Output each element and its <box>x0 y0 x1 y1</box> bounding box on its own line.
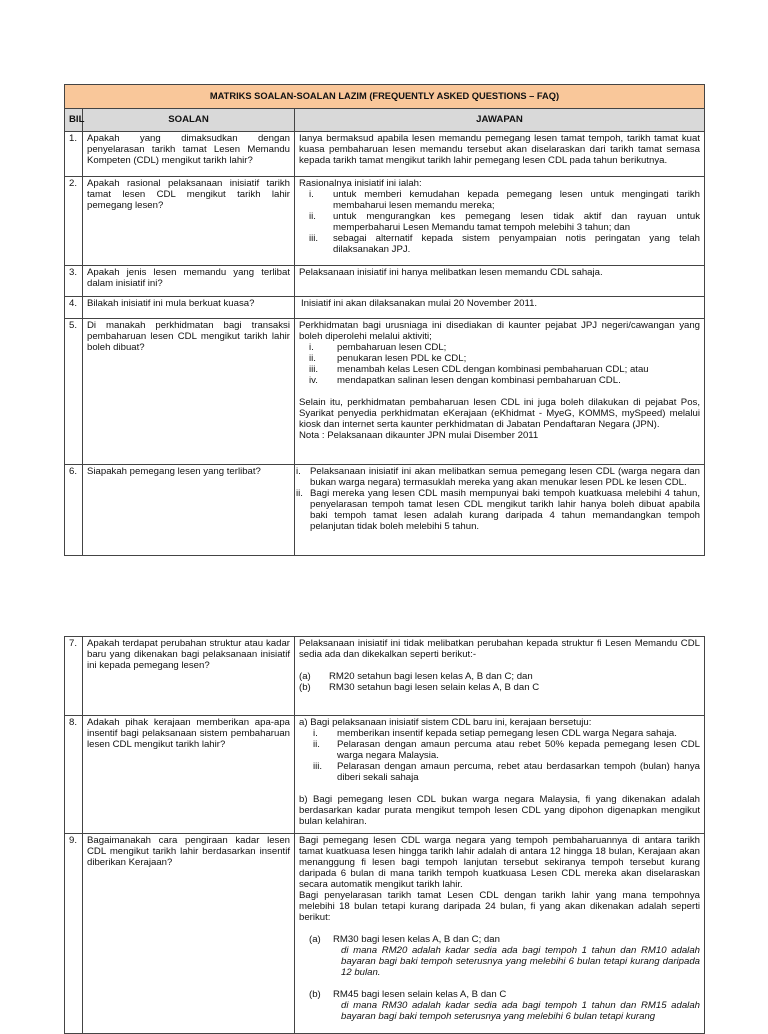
answer-intro: Perkhidmatan bagi urusniaga ini disediakan di kaunter pejabat JPJ negeri/cawangan yang boleh diperolehi melalui aktiviti; <box>299 320 700 342</box>
table-row <box>65 266 705 297</box>
list-item: (a) RM20 setahun bagi lesen kelas A, B dan C; dan <box>299 671 533 682</box>
faq-table-1 <box>64 84 705 556</box>
answer-intro: a) Bagi pelaksanaan inisiatif sistem CDL baru ini, kerajaan bersetuju: <box>299 717 592 728</box>
row-number: 7. <box>65 637 83 716</box>
table-row <box>65 716 705 834</box>
table-title: MATRIKS SOALAN-SOALAN LAZIM (FREQUENTLY ASKED QUESTIONS – FAQ) <box>65 85 705 109</box>
answer-paragraph: Selain itu, perkhidmatan pembaharuan lesen CDL ini juga boleh dilakukan di pejabat Pos, Syarikat penyedia perkhidmatan eKerajaan (eKhidmat - MyeG, KOMMS, mySpeed) melalui kiosk dan internet serta kaunter perkhidmatan di Jabatan Pendaftaran Negara (JPN). <box>299 397 700 430</box>
answer <box>295 465 705 556</box>
row-number: 4. <box>65 297 83 319</box>
table-row <box>65 637 705 716</box>
list-item: ii. Bagi mereka yang lesen CDL masih mempunyai baki tempoh kuatkuasa melebihi 4 tahun, penyelarasan tempoh tamat lesen CDL mengikut tarikh lahir hanya boleh dibuat apabila baki tempoh tamat lesen adalah kurang daripada 4 tahun memandangkan tempoh pelanjutan tidak boleh melebihi 5 tahun. <box>296 488 700 532</box>
answer <box>295 834 705 1034</box>
answer <box>295 177 705 266</box>
answer: Ianya bermaksud apabila lesen memandu pemegang lesen tamat tempoh, tarikh tamat kuat kuasa pembaharuan lesen memandu tersebut akan diselaraskan dari tarikh tamat semasa kepada tarikh tamat mengikut tarikh lahir pemegang lesen CDL pada tahun berikutnya. <box>295 132 705 177</box>
table-row <box>65 177 705 266</box>
list-item: (b) RM45 bagi lesen selain kelas A, B dan C <box>309 989 507 1000</box>
header-bil: BIL <box>65 109 83 132</box>
answer: Pelaksanaan inisiatif ini hanya melibatkan lesen memandu CDL sahaja. <box>295 266 705 297</box>
list-item: i. pembaharuan lesen CDL; <box>309 342 447 353</box>
list-item: i. untuk memberi kemudahan kepada pemegang lesen untuk mengingati tarikh membaharui lesen memandu mereka; <box>309 189 700 211</box>
list-item: i. memberikan insentif kepada setiap pemegang lesen CDL warga Negara sahaja. <box>313 728 677 739</box>
list-item: (b) RM30 setahun bagi lesen selain kelas A, B dan C <box>299 682 540 693</box>
italic-note: di mana RM30 adalah kadar sedia ada bagi tempoh 1 tahun dan RM15 adalah bayaran bagi baki tempoh seterusnya yang melebihi 6 bulan tetapi kurang <box>341 1000 700 1022</box>
answer <box>295 716 705 834</box>
row-number: 1. <box>65 132 83 177</box>
table-row <box>65 132 705 177</box>
italic-note: di mana RM20 adalah kadar sedia ada bagi tempoh 1 tahun dan RM10 adalah bayaran bagi baki tempoh seterusnya yang melebihi 6 bulan tetapi kurang daripada 12 bulan. <box>341 945 700 978</box>
list-item: ii. penukaran lesen PDL ke CDL; <box>309 353 467 364</box>
list-item: iii. Pelarasan dengan amaun percuma, rebet atau berdasarkan tempoh (bulan) hanya diberi sekali sahaja <box>313 761 700 783</box>
answer-intro: Pelaksanaan inisiatif ini tidak melibatkan perubahan kepada struktur fi Lesen Memandu CDL sedia ada dan dikekalkan seperti berikut:- <box>299 638 700 660</box>
table-row <box>65 834 705 1034</box>
question: Apakah jenis lesen memandu yang terlibat dalam inisiatif ini? <box>83 266 295 297</box>
question: Apakah terdapat perubahan struktur atau kadar baru yang dikenakan bagi pelaksanaan inisiatif ini kepada pemegang lesen? <box>83 637 295 716</box>
answer-paragraph: Bagi pemegang lesen CDL warga negara yang tempoh pembaharuannya di antara tarikh tamat kuatkuasa lesen hingga tarikh lahir adalah di antara 12 hingga 18 bulan, Kerajaan akan menanggung fi lesen bagi tempoh lanjutan tersebut sekiranya tempoh tersebut kurang daripada 6 bulan di mana tarikh tempoh kuatkuasa Lesen CDL mereka akan diselaraskan secara automatik mengikut tarikh lahir. <box>299 835 700 890</box>
faq-table-2 <box>64 636 705 1034</box>
row-number: 9. <box>65 834 83 1034</box>
question: Bagaimanakah cara pengiraan kadar lesen CDL mengikut tarikh lahir berdasarkan insentif diberikan Kerajaan? <box>83 834 295 1034</box>
answer-paragraph: b) Bagi pemegang lesen CDL bukan warga negara Malaysia, fi yang dikenakan adalah berdasarkan kadar purata mengikut tempoh lesen CDL yang dipohon digenapkan mengikut bulan kelahiran. <box>299 794 700 827</box>
list-item: ii. Pelarasan dengan amaun percuma atau rebet 50% kepada pemegang lesen CDL warga negara Malaysia. <box>313 739 700 761</box>
table-row <box>65 297 705 319</box>
question: Di manakah perkhidmatan bagi transaksi pembaharuan lesen CDL mengikut tarikh lahir boleh dibuat? <box>83 319 295 465</box>
question: Bilakah inisiatif ini mula berkuat kuasa? <box>83 297 295 319</box>
answer-intro: Rasionalnya inisiatif ini ialah: <box>299 178 422 189</box>
question: Apakah rasional pelaksanaan inisiatif tarikh tamat lesen CDL mengikut tarikh lahir pemegang lesen? <box>83 177 295 266</box>
row-number: 8. <box>65 716 83 834</box>
row-number: 2. <box>65 177 83 266</box>
table-row <box>65 319 705 465</box>
row-number: 5. <box>65 319 83 465</box>
list-item: i. Pelaksanaan inisiatif ini akan melibatkan semua pemegang lesen CDL (warga negara dan bukan warga negara) termasuklah mereka yang akan menukar lesen PDL ke lesen CDL. <box>296 466 700 488</box>
table-header-row <box>65 109 705 132</box>
list-item: (a) RM30 bagi lesen kelas A, B dan C; dan <box>309 934 500 945</box>
answer <box>295 637 705 716</box>
question: Apakah yang dimaksudkan dengan penyelarasan tarikh tamat Lesen Memandu Kompeten (CDL) mengikut tarikh lahir? <box>83 132 295 177</box>
list-item: iii. menambah kelas Lesen CDL dengan kombinasi pembaharuan CDL; atau <box>309 364 649 375</box>
answer-note: Nota : Pelaksanaan dikaunter JPN mulai Disember 2011 <box>299 430 539 441</box>
row-number: 3. <box>65 266 83 297</box>
answer <box>295 319 705 465</box>
list-item: ii. untuk mengurangkan kes pemegang lesen tidak aktif dan rayuan untuk memperbaharui Lesen Memandu tamat tempoh melebihi 3 tahun; dan <box>309 211 700 233</box>
list-item: iii. sebagai alternatif kepada sistem penyampaian notis peringatan yang telah dilaksanakan JPJ. <box>309 233 700 255</box>
table-row <box>65 465 705 556</box>
answer: Inisiatif ini akan dilaksanakan mulai 20 November 2011. <box>295 297 705 319</box>
row-number: 6. <box>65 465 83 556</box>
question: Siapakah pemegang lesen yang terlibat? <box>83 465 295 556</box>
question: Adakah pihak kerajaan memberikan apa-apa insentif bagi pelaksanaan sistem pembaharuan lesen CDL mengikut tarikh lahir? <box>83 716 295 834</box>
list-item: iv. mendapatkan salinan lesen dengan kombinasi pembaharuan CDL. <box>309 375 621 386</box>
header-soalan: SOALAN <box>83 109 295 132</box>
answer-paragraph: Bagi penyelarasan tarikh tamat Lesen CDL dengan tarikh lahir yang mana tempohnya melebihi 18 bulan tetapi kurang daripada 24 bulan, fi yang akan dikenakan adalah seperti berikut: <box>299 890 700 923</box>
header-jawapan: JAWAPAN <box>295 109 705 132</box>
